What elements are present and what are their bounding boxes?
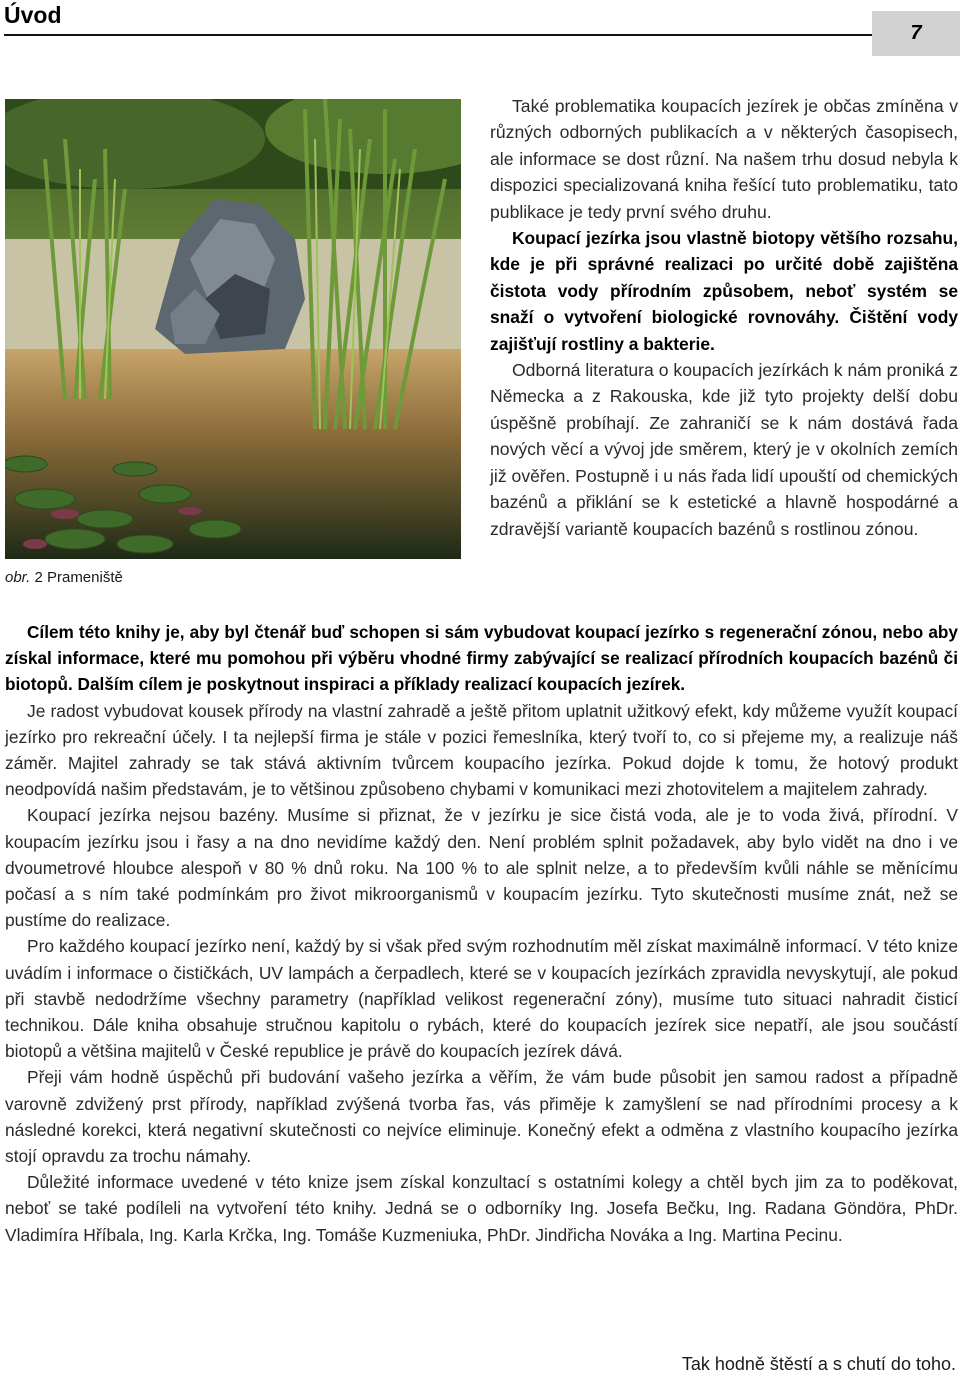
- main-paragraph-6: Důležité informace uvedené v této knize jsem získal konzultací s ostatními kolegy a chtěl bych jim za to poděkovat, neboť se také podíleli na vytvoření této knihy. Jedná se o odborníky Ing. Josefa Bečku, Ing. Radana Göndöra, PhDr. Vladimíra Hříbala, Ing. Karla Krčka, Ing. Tomáše Kuzmeniuka, PhDr. Jindřicha Nováka a Ing. Martina Pecinu.: [5, 1172, 958, 1245]
- main-paragraph-4: Pro každého koupací jezírko není, každý by si však před svým rozhodnutím měl získat maximálně informací. V této knize uvádím i informace o čističkách, UV lampách a čerpadlech, které se v koupacích jezírkách zpravidla nevyskytují, ale pokud při stavbě nedodržíme všechny parametry (například velikost regenerační zóny), musíme tuto situaci nahradit čisticí technikou. Dále kniha obsahuje stručnou kapitolu o rybách, které do koupacích jezírek sice nepatří, ale jsou součástí biotopů a většina majitelů v České republice je právě do koupacích jezírek dává.: [5, 936, 958, 1062]
- header-rule: [4, 34, 872, 36]
- figure-caption-text: 2 Prameniště: [30, 569, 123, 586]
- intro-column: [490, 93, 958, 542]
- main-paragraph-2: Je radost vybudovat kousek přírody na vlastní zahradě a ještě přitom uplatnit užitkový efekt, kdy můžeme využít koupací jezírko pro rekreační účely. I ta nejlepší firma je stále v pozici řemeslníka, který tvoří to, co si přejeme my, a realizuje náš záměr. Majitel zahrady se tak stává aktivním tvůrcem koupacího jezírka. Pokud dojde k tomu, že hotový produkt neodpovídá našim představám, je to většinou způsobeno chybami v komunikaci mezi zhotovitelem a majitelem zahrady.: [5, 700, 958, 800]
- main-paragraph-5: Přeji vám hodně úspěchů při budování vašeho jezírka a věřím, že vám bude působit jen samou radost a případně varovně zdvižený prst přírody, například zvýšená tvorba řas, vás přiměje k zamyšlení se nad přírodními procesy a k následné korekci, která negativní skutečnosti co nejvíce eliminuje. Konečný efekt a odměna z vlastního koupacího jezírka stojí opravdu za trochu námahy.: [5, 1067, 958, 1167]
- spring-pond-photo: [5, 99, 461, 559]
- figure-caption: [5, 569, 123, 586]
- page-number: 7: [910, 22, 922, 44]
- chapter-title: Úvod: [4, 2, 62, 28]
- main-paragraph-3: Koupací jezírka nejsou bazény. Musíme si přiznat, že v jezírku je sice čistá voda, ale je to voda živá, přírodní. V koupacím jezírku jsou i řasy a na dno nevidíme každý den. Není problém splnit požadavek, aby bylo vidět na dno i ve dvoumetrové hloubce alespoň v 80 % dnů roku. Na 100 % to ale splnit nelze, a to především kvůli náhle se měnícímu počasí a s ním také podmínkám pro život mikroorganismů v koupacím jezírku. Tyto skutečnosti musíme znát, než se pustíme do realizace.: [5, 805, 958, 931]
- column-paragraph-1: Také problematika koupacích jezírek je občas zmíněna v různých odborných publikacích a v některých časopisech, ale informace se dost různí. Na našem trhu dosud nebyla k dispozici specializovaná kniha řešící tuto problematiku, tato publikace je tedy první svého druhu.: [490, 96, 958, 222]
- column-paragraph-3: Odborná literatura o koupacích jezírkách k nám proniká z Německa a z Rakouska, kde již tyto projekty delší dobu úspěšně probíhají. Ze zahraničí se k nám dostává řada nových věcí a vývoj jde směrem, který je v okolních zemích již ověřen. Postupně i u nás řada lidí upouští od chemických bazénů a přiklání se k estetické a hlavně hospodárné a zdravější variantě koupacích bazénů s rostlinou zónou.: [490, 360, 958, 539]
- main-paragraph-1: Cílem této knihy je, aby byl čtenář buď schopen si sám vybudovat koupací jezírko s regenerační zónou, nebo aby získal informace, které mu pomohou při výběru vhodné firmy zabývající se realizací přírodních koupacích bazénů či biotopů. Dalším cílem je poskytnout inspiraci a příklady realizací koupacích jezírek.: [5, 622, 958, 695]
- main-text: [5, 619, 958, 1248]
- page-number-box: [872, 11, 960, 56]
- figure-caption-label: obr.: [5, 569, 31, 586]
- column-paragraph-2: Koupací jezírka jsou vlastně biotopy většího rozsahu, kde je při správné realizaci po určité době zajištěna čistota vody přírodním způsobem, neboť systém se snaží o vytvoření biologické rovnováhy. Čištění vody zajišťují rostliny a bakterie.: [490, 228, 958, 354]
- closing-line: Tak hodně štěstí a s chutí do toho.: [681, 1354, 956, 1374]
